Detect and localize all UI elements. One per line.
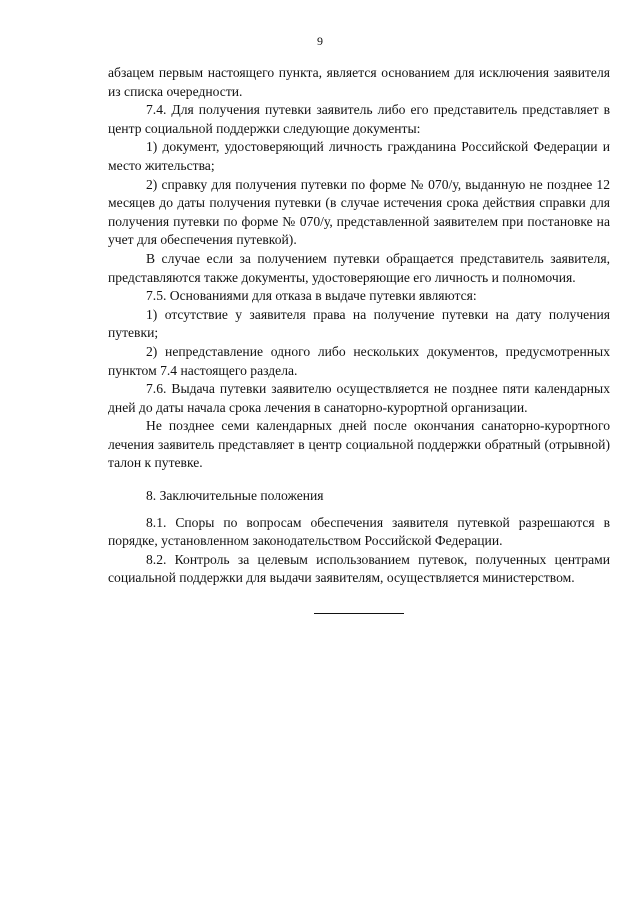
paragraph-8-2: 8.2. Контроль за целевым использованием путевок, полученных центрами социальной поддержки для выдачи заявителям, осуществляется министерством. (108, 551, 610, 586)
end-divider (314, 613, 404, 614)
page-number: 9 (317, 34, 323, 48)
list-item-7-4-2: 2) справку для получения путевки по форме № 070/у, выданную не позднее 12 месяцев до даты получения путевки (в случае истечения срока действия справки для получения путевки по форме № 070/у, представленной заявителем при постановке на учет для обеспечения путевкой). (108, 176, 610, 248)
document-body (108, 64, 610, 588)
paragraph-return-coupon: Не позднее семи календарных дней после окончания санаторно-курортного лечения заявитель представляет в центр социальной поддержки обратный (отрывной) талон к путевке. (108, 418, 610, 471)
list-item-7-5-1: 1) отсутствие у заявителя права на получение путевки на дату получения путевки; (108, 306, 610, 341)
paragraph-7-5: 7.5. Основаниями для отказа в выдаче путевки являются: (146, 288, 477, 304)
list-item-7-4-1: 1) документ, удостоверяющий личность гражданина Российской Федерации и место жительства; (108, 139, 610, 173)
list-item-7-5-2: 2) непредставление одного либо нескольких документов, предусмотренных пунктом 7.4 настоящего раздела. (108, 343, 610, 378)
paragraph-8-1: 8.1. Споры по вопросам обеспечения заявителя путевкой разрешаются в порядке, установленном законодательством Российской Федерации. (108, 514, 610, 549)
paragraph-representative: В случае если за получением путевки обращается представитель заявителя, представляются также документы, удостоверяющие его личность и полномочия. (108, 250, 610, 285)
paragraph-7-4: 7.4. Для получения путевки заявитель либо его представитель представляет в центр социальной поддержки следующие документы: (108, 102, 610, 136)
section-heading: 8. Заключительные положения (146, 488, 324, 504)
paragraph-7-6: 7.6. Выдача путевки заявителю осуществляется не позднее пяти календарных дней до даты начала срока лечения в санаторно-курортной организации. (108, 381, 610, 415)
paragraph-continuation: абзацем первым настоящего пункта, является основанием для исключения заявителя из списка очередности. (108, 65, 610, 99)
